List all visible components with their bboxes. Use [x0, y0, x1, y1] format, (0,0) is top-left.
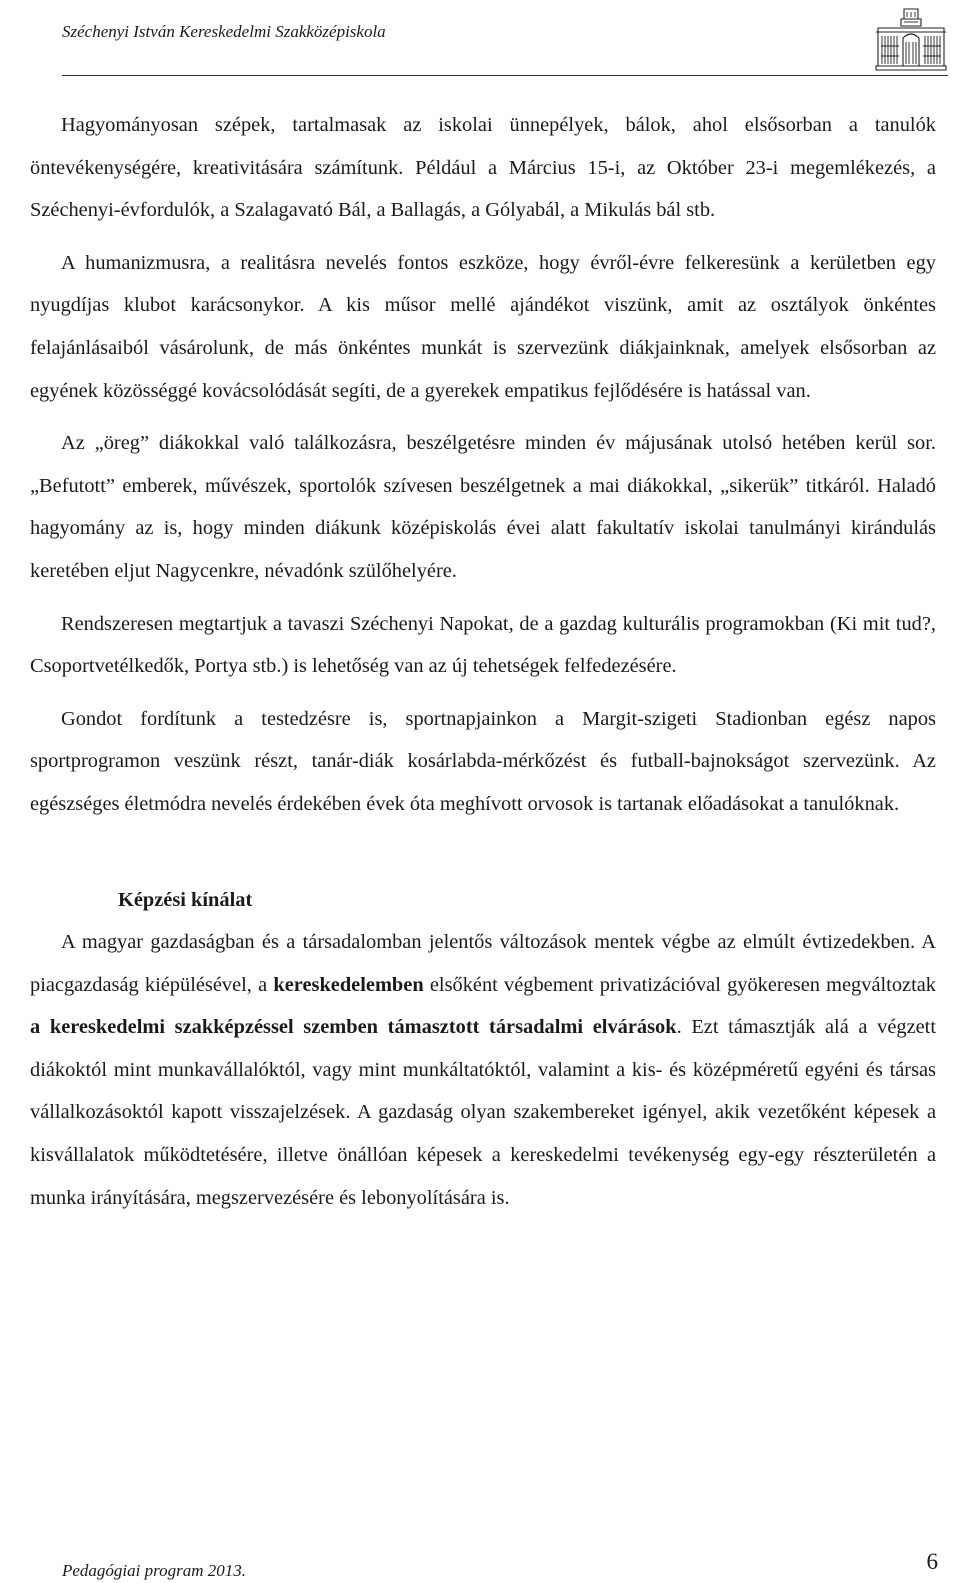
school-name: Széchenyi István Kereskedelmi Szakközépiskola [62, 22, 386, 41]
footer-document-title: Pedagógiai program 2013. [62, 1561, 247, 1580]
section-heading: Képzési kínálat [118, 888, 253, 911]
paragraph-traditions: Hagyományosan szépek, tartalmasak az iskolai ünnepélyek, bálok, ahol elsősorban a tanulók öntevékenységére, kreativitására számítunk. Például a Március 15-i, az Október 23-i megemlékezés, a Széchenyi-évfordulók, a Szalagavató Bál, a Ballagás, a Gólyabál, a Mikulás bál stb. [30, 114, 936, 222]
school-building-icon [874, 6, 948, 72]
header-divider [62, 75, 948, 76]
bold-text: kereskedelemben [273, 973, 424, 996]
page-header [62, 18, 948, 76]
text-run: elsőként végbement privatizációval gyökeresen megváltoztak [423, 973, 936, 996]
bold-text: a kereskedelmi szakképzéssel szemben támasztott társadalmi elvárások [30, 1016, 677, 1039]
page-number: 6 [926, 1549, 938, 1574]
page-body [30, 104, 936, 1219]
paragraph-alumni: Az „öreg” diákokkal való találkozásra, beszélgetésre minden év májusának utolsó hetében kerül sor. „Befutott” emberek, művészek, sportolók szívesen beszélgetnek a mai diákokkal, „sikerük” titkáról. Haladó hagyomány az is, hogy minden diákunk középiskolás évei alatt fakultatív iskolai tanulmányi kirándulás keretében eljut Nagycenkre, névadónk szülőhelyére. [30, 432, 936, 582]
paragraph-sports: Gondot fordítunk a testedzésre is, sportnapjainkon a Margit-szigeti Stadionban egész napos sportprogramon veszünk részt, tanár-diák kosárlabda-mérkőzést és futball-bajnokságot szervezünk. Az egészséges életmódra nevelés érdekében évek óta meghívott orvosok is tartanak előadásokat a tanulóknak. [30, 707, 936, 815]
text-run: A magyar gazdaságban és a társadalomban jelentős változások mentek végbe az elmúlt évtizedekben. A piacgazdaság kiépülésével, a [30, 931, 936, 996]
paragraph-humanism: A humanizmusra, a realitásra nevelés fontos eszköze, hogy évről-évre felkeresünk a kerületben egy nyugdíjas klubot karácsonykor. A kis műsor mellé ajándékot viszünk, amit az osztályok önkéntes felajánlásaiból vásárolunk, de más önkéntes munkát is szervezünk diákjainknak, amelyek elsősorban az egyének közösséggé kovácsolódását segíti, de a gyerekek empatikus fejlődésére is hatással van. [30, 251, 936, 402]
paragraph-szechenyi-days: Rendszeresen megtartjuk a tavaszi Széchenyi Napokat, de a gazdag kulturális programokban (Ki mit tud?, Csoportvetélkedők, Portya stb.) is lehetőség van az új tehetségek felfedezésére. [30, 612, 936, 678]
text-run: . Ezt támasztják alá a végzett diákoktól mint munkavállalóktól, vagy mint munkáltatóktól, valamint a kis- és középméretű egyéni és társas vállalkozásoktól kapott visszajelzések. A gazdaság olyan szakembereket igényel, akik vezetőként képesek a kisvállalatok működtetésére, illetve önállóan képesek a kereskedelmi tevékenység egy-egy részterületén a munka irányítására, megszervezésére és lebonyolítására is. [30, 1016, 937, 1209]
paragraph-training-offer [30, 921, 936, 1219]
